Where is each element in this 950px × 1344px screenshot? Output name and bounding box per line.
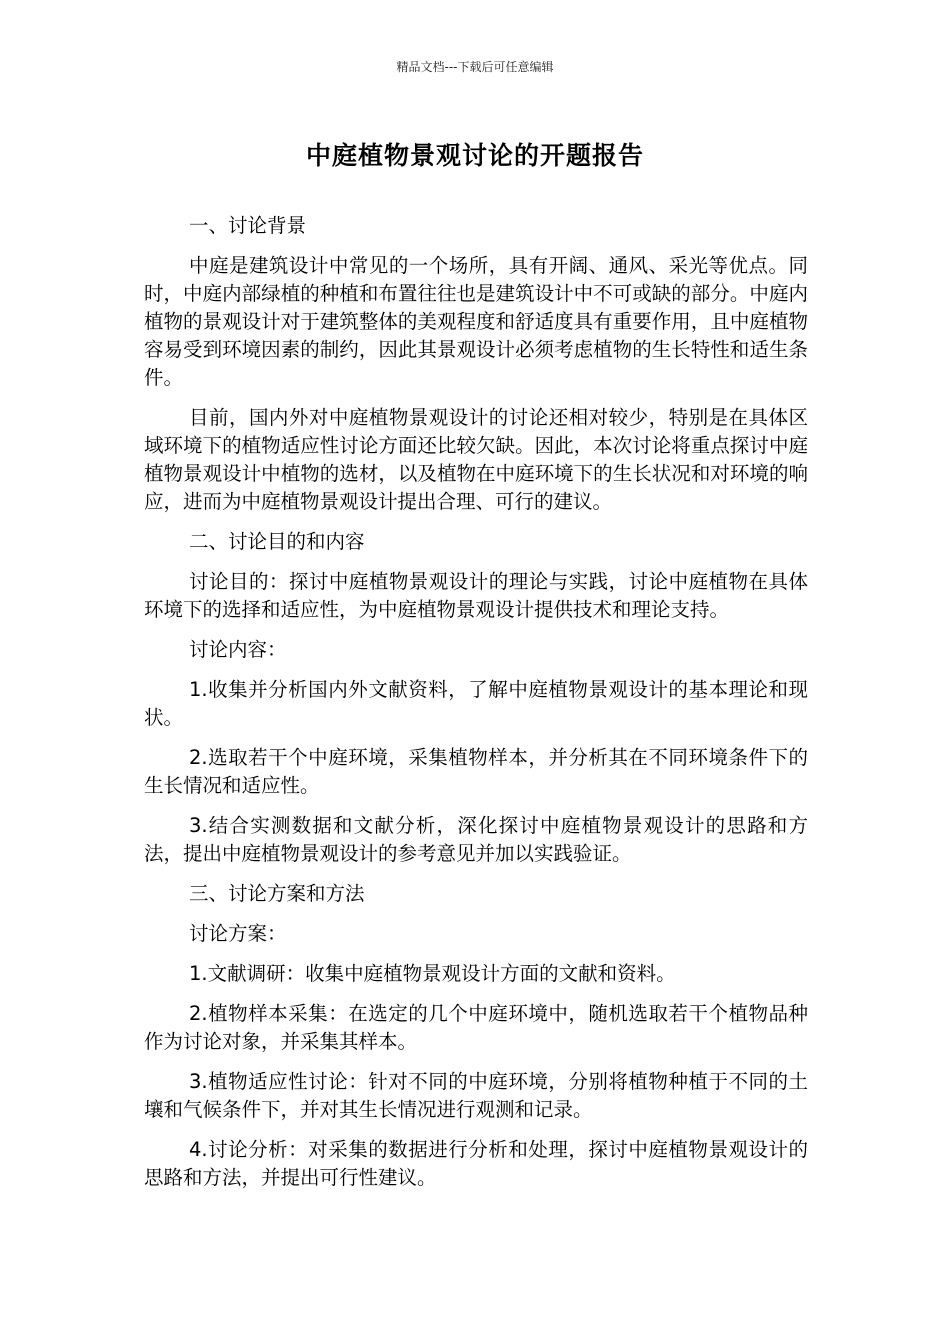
- list-item-content-3: 3.结合实测数据和文献分析，深化探讨中庭植物景观设计的思路和方法，提出中庭植物景观设计的参考意见并加以实践验证。: [144, 814, 808, 865]
- list-item-plan-2: 2.植物样本采集：在选定的几个中庭环境中，随机选取若干个植物品种作为讨论对象，并采集其样本。: [144, 1002, 808, 1053]
- list-item-plan-4: 4.讨论分析：对采集的数据进行分析和处理，探讨中庭植物景观设计的思路和方法，并提出可行性建议。: [144, 1138, 808, 1189]
- list-item-plan-1: 1.文献调研：收集中庭植物景观设计方面的文献和资料。: [189, 962, 676, 985]
- paragraph-background-1: 中庭是建筑设计中常见的一个场所，具有开阔、通风、采光等优点。同时，中庭内部绿植的种植和布置往往也是建筑设计中不可或缺的部分。中庭内植物的景观设计对于建筑整体的美观程度和舒适度具有重要作用，且中庭植物容易受到环境因素的制约，因此其景观设计必须考虑植物的生长特性和适生条件。: [144, 254, 808, 389]
- list-item-content-1: 1.收集并分析国内外文献资料，了解中庭植物景观设计的基本理论和现状。: [144, 678, 808, 729]
- paragraph-purpose: 讨论目的：探讨中庭植物景观设计的理论与实践，讨论中庭植物在具体环境下的选择和适应性，为中庭植物景观设计提供技术和理论支持。: [144, 570, 808, 621]
- header-note: 精品文档---下载后可任意编辑: [396, 60, 554, 74]
- paragraph-content-label: 讨论内容：: [189, 638, 287, 661]
- section-heading-background: 一、讨论背景: [189, 214, 307, 237]
- document-title: 中庭植物景观讨论的开题报告: [305, 141, 644, 170]
- list-item-plan-3: 3.植物适应性讨论：针对不同的中庭环境，分别将植物种植于不同的土壤和气候条件下，并对其生长情况进行观测和记录。: [144, 1070, 808, 1121]
- section-heading-purpose: 二、讨论目的和内容: [189, 530, 365, 553]
- paragraph-background-2: 目前，国内外对中庭植物景观设计的讨论还相对较少，特别是在具体区域环境下的植物适应性讨论方面还比较欠缺。因此，本次讨论将重点探讨中庭植物景观设计中植物的选材，以及植物在中庭环境下的生长状况和对环境的响应，进而为中庭植物景观设计提出合理、可行的建议。: [144, 406, 808, 513]
- document-body: [144, 212, 808, 1204]
- list-item-content-2: 2.选取若干个中庭环境，采集植物样本，并分析其在不同环境条件下的生长情况和适应性。: [144, 746, 808, 797]
- paragraph-plan-label: 讨论方案：: [189, 922, 287, 945]
- section-heading-methods: 三、讨论方案和方法: [189, 882, 365, 905]
